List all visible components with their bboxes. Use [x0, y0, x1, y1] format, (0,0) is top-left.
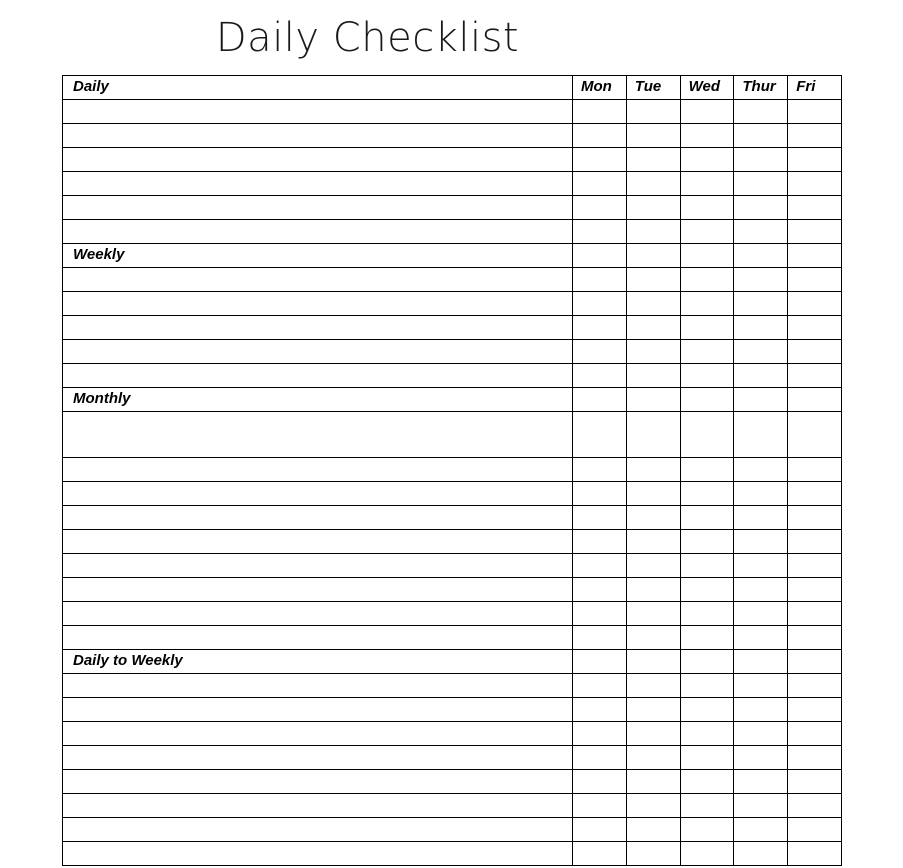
check-cell-fri[interactable]	[788, 482, 842, 506]
check-cell-fri[interactable]	[788, 722, 842, 746]
check-cell-wed[interactable]	[680, 148, 734, 172]
check-cell-thur[interactable]	[734, 220, 788, 244]
checklist-row	[63, 746, 842, 770]
day-header-fri: Fri	[788, 76, 842, 100]
check-cell-thur[interactable]	[734, 412, 788, 458]
check-cell-wed[interactable]	[680, 196, 734, 220]
check-cell-tue[interactable]	[626, 100, 680, 124]
check-cell-tue[interactable]	[626, 650, 680, 674]
check-cell-wed[interactable]	[680, 482, 734, 506]
check-cell-mon[interactable]	[573, 722, 627, 746]
check-cell-wed[interactable]	[680, 458, 734, 482]
check-cell-fri[interactable]	[788, 626, 842, 650]
check-cell-fri[interactable]	[788, 602, 842, 626]
checklist-row	[63, 412, 842, 458]
day-header-thur: Thur	[734, 76, 788, 100]
checklist-row	[63, 316, 842, 340]
check-cell-tue[interactable]	[626, 316, 680, 340]
task-cell[interactable]	[63, 506, 573, 530]
check-cell-thur[interactable]	[734, 674, 788, 698]
check-cell-thur[interactable]	[734, 458, 788, 482]
check-cell-wed[interactable]	[680, 172, 734, 196]
check-cell-mon[interactable]	[573, 506, 627, 530]
check-cell-mon[interactable]	[573, 244, 627, 268]
check-cell-fri[interactable]	[788, 674, 842, 698]
check-cell-mon[interactable]	[573, 124, 627, 148]
task-cell[interactable]	[63, 268, 573, 292]
checklist-row	[63, 770, 842, 794]
check-cell-thur[interactable]	[734, 268, 788, 292]
checklist-row	[63, 340, 842, 364]
check-cell-mon[interactable]	[573, 316, 627, 340]
check-cell-wed[interactable]	[680, 340, 734, 364]
checklist-row	[63, 124, 842, 148]
task-cell[interactable]	[63, 578, 573, 602]
task-cell[interactable]	[63, 722, 573, 746]
check-cell-thur[interactable]	[734, 196, 788, 220]
checklist-row	[63, 842, 842, 866]
check-cell-thur[interactable]	[734, 124, 788, 148]
check-cell-wed[interactable]	[680, 364, 734, 388]
check-cell-fri[interactable]	[788, 220, 842, 244]
check-cell-tue[interactable]	[626, 482, 680, 506]
check-cell-mon[interactable]	[573, 292, 627, 316]
checklist-row	[63, 674, 842, 698]
checklist-body	[63, 76, 842, 866]
check-cell-fri[interactable]	[788, 412, 842, 458]
task-cell[interactable]	[63, 100, 573, 124]
check-cell-tue[interactable]	[626, 148, 680, 172]
check-cell-fri[interactable]	[788, 458, 842, 482]
check-cell-fri[interactable]	[788, 578, 842, 602]
check-cell-wed[interactable]	[680, 722, 734, 746]
task-cell[interactable]	[63, 458, 573, 482]
checklist-row	[63, 626, 842, 650]
page-title: Daily Checklist	[215, 15, 520, 61]
check-cell-thur[interactable]	[734, 602, 788, 626]
check-cell-tue[interactable]	[626, 458, 680, 482]
task-cell[interactable]	[63, 172, 573, 196]
check-cell-fri[interactable]	[788, 292, 842, 316]
check-cell-mon[interactable]	[573, 220, 627, 244]
check-cell-tue[interactable]	[626, 364, 680, 388]
check-cell-mon[interactable]	[573, 578, 627, 602]
checklist-row	[63, 292, 842, 316]
task-cell[interactable]	[63, 794, 573, 818]
check-cell-tue[interactable]	[626, 268, 680, 292]
checklist-row	[63, 530, 842, 554]
section-row	[63, 388, 842, 412]
check-cell-fri[interactable]	[788, 842, 842, 866]
check-cell-wed[interactable]	[680, 530, 734, 554]
check-cell-fri[interactable]	[788, 698, 842, 722]
checklist-row	[63, 506, 842, 530]
check-cell-mon[interactable]	[573, 770, 627, 794]
check-cell-fri[interactable]	[788, 530, 842, 554]
check-cell-wed[interactable]	[680, 626, 734, 650]
check-cell-thur[interactable]	[734, 794, 788, 818]
check-cell-mon[interactable]	[573, 674, 627, 698]
check-cell-tue[interactable]	[626, 388, 680, 412]
check-cell-mon[interactable]	[573, 746, 627, 770]
check-cell-mon[interactable]	[573, 412, 627, 458]
check-cell-thur[interactable]	[734, 292, 788, 316]
check-cell-wed[interactable]	[680, 554, 734, 578]
task-cell[interactable]	[63, 364, 573, 388]
task-cell[interactable]	[63, 770, 573, 794]
check-cell-tue[interactable]	[626, 412, 680, 458]
day-header-wed: Wed	[680, 76, 734, 100]
task-cell[interactable]	[63, 626, 573, 650]
check-cell-thur[interactable]	[734, 148, 788, 172]
check-cell-fri[interactable]	[788, 388, 842, 412]
task-cell[interactable]	[63, 746, 573, 770]
check-cell-tue[interactable]	[626, 196, 680, 220]
check-cell-thur[interactable]	[734, 578, 788, 602]
check-cell-thur[interactable]	[734, 698, 788, 722]
checklist-row	[63, 722, 842, 746]
check-cell-fri[interactable]	[788, 650, 842, 674]
check-cell-wed[interactable]	[680, 292, 734, 316]
checklist-row	[63, 268, 842, 292]
check-cell-wed[interactable]	[680, 388, 734, 412]
section-label-weekly: Weekly	[63, 244, 573, 268]
check-cell-fri[interactable]	[788, 316, 842, 340]
check-cell-fri[interactable]	[788, 148, 842, 172]
check-cell-mon[interactable]	[573, 482, 627, 506]
task-cell[interactable]	[63, 340, 573, 364]
check-cell-fri[interactable]	[788, 794, 842, 818]
check-cell-fri[interactable]	[788, 554, 842, 578]
check-cell-mon[interactable]	[573, 196, 627, 220]
check-cell-wed[interactable]	[680, 578, 734, 602]
check-cell-fri[interactable]	[788, 364, 842, 388]
check-cell-fri[interactable]	[788, 770, 842, 794]
check-cell-wed[interactable]	[680, 674, 734, 698]
check-cell-mon[interactable]	[573, 458, 627, 482]
check-cell-tue[interactable]	[626, 818, 680, 842]
check-cell-mon[interactable]	[573, 602, 627, 626]
checklist-row	[63, 698, 842, 722]
check-cell-tue[interactable]	[626, 626, 680, 650]
check-cell-mon[interactable]	[573, 340, 627, 364]
check-cell-wed[interactable]	[680, 794, 734, 818]
check-cell-thur[interactable]	[734, 842, 788, 866]
checklist-row	[63, 578, 842, 602]
check-cell-thur[interactable]	[734, 626, 788, 650]
check-cell-tue[interactable]	[626, 172, 680, 196]
check-cell-tue[interactable]	[626, 746, 680, 770]
check-cell-tue[interactable]	[626, 340, 680, 364]
day-header-tue: Tue	[626, 76, 680, 100]
check-cell-tue[interactable]	[626, 794, 680, 818]
task-cell[interactable]	[63, 482, 573, 506]
check-cell-fri[interactable]	[788, 172, 842, 196]
checklist-row	[63, 100, 842, 124]
checklist-row	[63, 602, 842, 626]
check-cell-wed[interactable]	[680, 316, 734, 340]
section-label-monthly: Monthly	[63, 388, 573, 412]
task-cell[interactable]	[63, 698, 573, 722]
check-cell-thur[interactable]	[734, 506, 788, 530]
check-cell-tue[interactable]	[626, 506, 680, 530]
check-cell-fri[interactable]	[788, 124, 842, 148]
task-cell[interactable]	[63, 818, 573, 842]
check-cell-tue[interactable]	[626, 530, 680, 554]
check-cell-mon[interactable]	[573, 172, 627, 196]
day-header-mon: Mon	[573, 76, 627, 100]
check-cell-wed[interactable]	[680, 770, 734, 794]
task-cell[interactable]	[63, 148, 573, 172]
check-cell-thur[interactable]	[734, 818, 788, 842]
section-row	[63, 244, 842, 268]
checklist-row	[63, 364, 842, 388]
check-cell-wed[interactable]	[680, 746, 734, 770]
section-label-daily-to-weekly: Daily to Weekly	[63, 650, 573, 674]
check-cell-fri[interactable]	[788, 506, 842, 530]
check-cell-thur[interactable]	[734, 340, 788, 364]
check-cell-wed[interactable]	[680, 818, 734, 842]
section-header-daily: Daily	[63, 76, 573, 100]
check-cell-wed[interactable]	[680, 412, 734, 458]
check-cell-thur[interactable]	[734, 554, 788, 578]
checklist-row	[63, 172, 842, 196]
check-cell-wed[interactable]	[680, 506, 734, 530]
check-cell-thur[interactable]	[734, 746, 788, 770]
check-cell-fri[interactable]	[788, 746, 842, 770]
check-cell-tue[interactable]	[626, 842, 680, 866]
check-cell-mon[interactable]	[573, 650, 627, 674]
check-cell-fri[interactable]	[788, 196, 842, 220]
check-cell-thur[interactable]	[734, 316, 788, 340]
check-cell-mon[interactable]	[573, 530, 627, 554]
check-cell-tue[interactable]	[626, 698, 680, 722]
task-cell[interactable]	[63, 220, 573, 244]
task-cell[interactable]	[63, 554, 573, 578]
check-cell-tue[interactable]	[626, 220, 680, 244]
check-cell-mon[interactable]	[573, 554, 627, 578]
section-row	[63, 650, 842, 674]
check-cell-tue[interactable]	[626, 674, 680, 698]
check-cell-wed[interactable]	[680, 650, 734, 674]
check-cell-thur[interactable]	[734, 364, 788, 388]
check-cell-mon[interactable]	[573, 698, 627, 722]
task-cell[interactable]	[63, 316, 573, 340]
check-cell-mon[interactable]	[573, 148, 627, 172]
check-cell-tue[interactable]	[626, 770, 680, 794]
check-cell-wed[interactable]	[680, 602, 734, 626]
check-cell-mon[interactable]	[573, 268, 627, 292]
check-cell-tue[interactable]	[626, 578, 680, 602]
task-cell[interactable]	[63, 292, 573, 316]
check-cell-mon[interactable]	[573, 364, 627, 388]
check-cell-wed[interactable]	[680, 698, 734, 722]
check-cell-thur[interactable]	[734, 100, 788, 124]
check-cell-thur[interactable]	[734, 770, 788, 794]
check-cell-fri[interactable]	[788, 100, 842, 124]
check-cell-tue[interactable]	[626, 244, 680, 268]
check-cell-tue[interactable]	[626, 124, 680, 148]
header-row	[63, 76, 842, 100]
check-cell-wed[interactable]	[680, 268, 734, 292]
check-cell-thur[interactable]	[734, 722, 788, 746]
check-cell-fri[interactable]	[788, 244, 842, 268]
check-cell-mon[interactable]	[573, 626, 627, 650]
checklist-row	[63, 818, 842, 842]
check-cell-tue[interactable]	[626, 722, 680, 746]
task-cell[interactable]	[63, 412, 573, 458]
checklist-row	[63, 148, 842, 172]
task-cell[interactable]	[63, 674, 573, 698]
check-cell-tue[interactable]	[626, 602, 680, 626]
check-cell-tue[interactable]	[626, 554, 680, 578]
check-cell-tue[interactable]	[626, 292, 680, 316]
task-cell[interactable]	[63, 124, 573, 148]
check-cell-mon[interactable]	[573, 100, 627, 124]
task-cell[interactable]	[63, 602, 573, 626]
check-cell-wed[interactable]	[680, 100, 734, 124]
check-cell-mon[interactable]	[573, 794, 627, 818]
check-cell-thur[interactable]	[734, 530, 788, 554]
check-cell-thur[interactable]	[734, 244, 788, 268]
check-cell-wed[interactable]	[680, 124, 734, 148]
check-cell-thur[interactable]	[734, 388, 788, 412]
task-cell[interactable]	[63, 842, 573, 866]
check-cell-thur[interactable]	[734, 482, 788, 506]
check-cell-mon[interactable]	[573, 818, 627, 842]
check-cell-fri[interactable]	[788, 340, 842, 364]
checklist-row	[63, 196, 842, 220]
check-cell-thur[interactable]	[734, 172, 788, 196]
checklist-row	[63, 482, 842, 506]
check-cell-fri[interactable]	[788, 268, 842, 292]
check-cell-mon[interactable]	[573, 388, 627, 412]
check-cell-thur[interactable]	[734, 650, 788, 674]
check-cell-fri[interactable]	[788, 818, 842, 842]
check-cell-mon[interactable]	[573, 842, 627, 866]
check-cell-wed[interactable]	[680, 220, 734, 244]
checklist-row	[63, 794, 842, 818]
check-cell-wed[interactable]	[680, 842, 734, 866]
task-cell[interactable]	[63, 196, 573, 220]
checklist-row	[63, 220, 842, 244]
task-cell[interactable]	[63, 530, 573, 554]
checklist-row	[63, 458, 842, 482]
checklist-row	[63, 554, 842, 578]
checklist-table	[62, 75, 842, 866]
check-cell-wed[interactable]	[680, 244, 734, 268]
